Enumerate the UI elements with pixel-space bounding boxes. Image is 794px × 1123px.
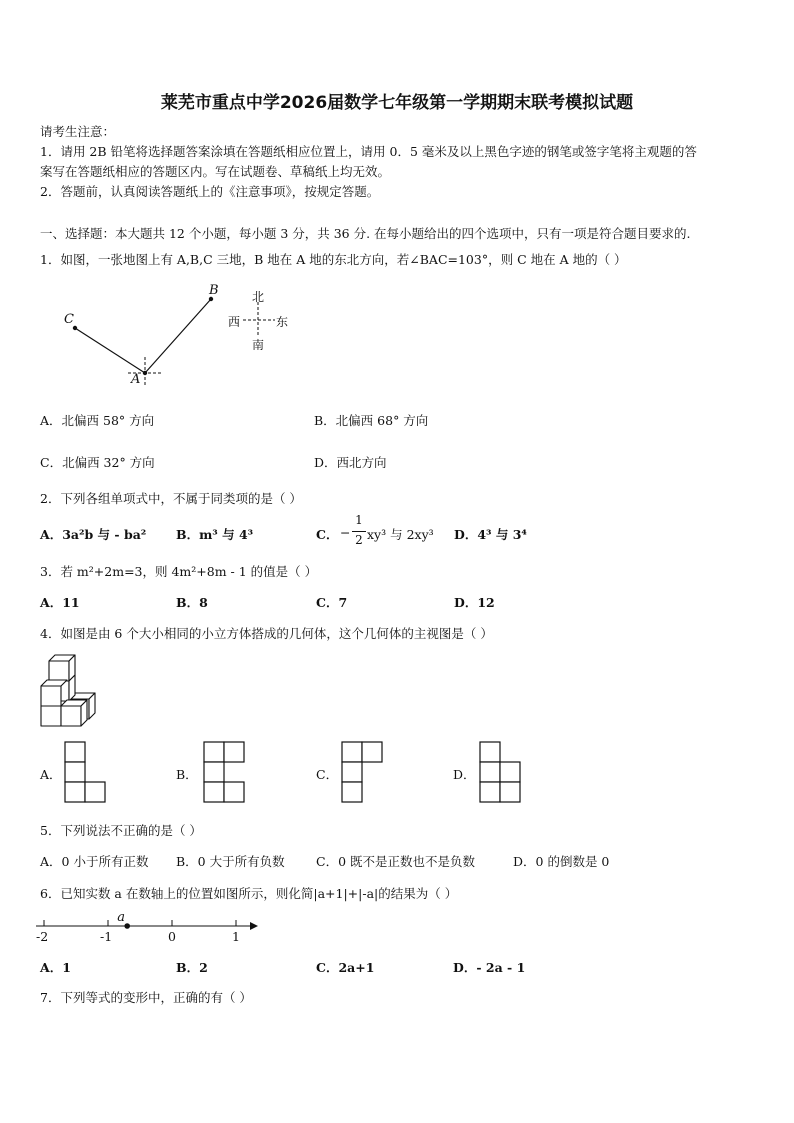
q4-option-d: D．: [453, 767, 476, 782]
q3-option-b: B．8: [176, 595, 208, 610]
point-a-label: a: [117, 910, 125, 925]
q6-stem: 6．已知实数 a 在数轴上的位置如图所示，则化简|a+1|+|-a|的结果为（ ）: [40, 886, 458, 901]
q5-option-c: C．0 既不是正数也不是负数: [316, 854, 475, 869]
q3-option-c: C．7: [316, 595, 348, 610]
section-heading: 一、选择题：本大题共 12 个小题，每小题 3 分，共 36 分. 在每小题给出的四个选项中，只有一项是符合题目要求的.: [40, 226, 691, 241]
q6-option-b: B．2: [176, 960, 208, 975]
compass-west-label: 西: [228, 315, 241, 329]
notice-item-1-line-1: 1．请用 2B 铅笔将选择题答案涂填在答题纸相应位置上，请用 0．5 毫米及以上黑色字迹的钢笔或签字笔将主观题的答: [40, 144, 697, 159]
q1-option-b: B．北偏西 68° 方向: [314, 413, 429, 428]
q2-option-c-prefix: C．: [316, 527, 339, 542]
label-b: B: [209, 283, 219, 298]
label-c: C: [64, 312, 74, 327]
tick-label-minus-1: -1: [100, 929, 113, 944]
point-a-marker: [124, 923, 130, 929]
q4-option-b: B．: [176, 767, 198, 782]
number-line-arrow: [250, 922, 258, 930]
q5-option-b: B．0 大于所有负数: [176, 854, 285, 869]
q2-option-c-denominator: 2: [355, 533, 363, 547]
notice-header: 请考生注意：: [40, 124, 116, 139]
page-title: 莱芜市重点中学2026届数学七年级第一学期期末联考模拟试题: [160, 93, 634, 113]
tick-label-0: 0: [168, 929, 176, 944]
q4-option-a: A．: [40, 767, 62, 782]
compass-north-label: 北: [252, 290, 265, 304]
q1-option-d: D．西北方向: [314, 455, 387, 470]
q2-stem: 2．下列各组单项式中，不属于同类项的是（ ）: [40, 491, 302, 506]
q2-option-a: A．3a²b 与 - ba²: [40, 527, 147, 542]
q5-option-a: A．0 小于所有正数: [40, 854, 149, 869]
q7-stem: 7．下列等式的变形中，正确的有（ ）: [40, 990, 252, 1005]
q1-option-a: A．北偏西 58° 方向: [40, 413, 155, 428]
tick-label-1: 1: [232, 929, 240, 944]
notice-item-1-line-2: 案写在答题纸相应的答题区内。写在试题卷、草稿纸上均无效。: [40, 164, 391, 179]
q4-option-c: C．: [316, 767, 339, 782]
q1-stem: 1．如图，一张地图上有 A,B,C 三地，B 地在 A 地的东北方向，若∠BAC=103°，则 C 地在 A 地的（ ）: [40, 252, 627, 267]
label-a: A: [131, 372, 141, 387]
q2-option-d: D．4³ 与 3⁴: [454, 527, 527, 542]
q6-option-d: D．- 2a - 1: [453, 960, 526, 975]
q5-stem: 5．下列说法不正确的是（ ）: [40, 823, 202, 838]
q6-option-a: A．1: [40, 960, 71, 975]
q3-option-a: A．11: [40, 595, 80, 610]
q2-option-c-minus: −: [340, 525, 351, 540]
notice-item-2: 2．答题前，认真阅读答题纸上的《注意事项》，按规定答题。: [40, 184, 380, 199]
q2-option-c-numerator: 1: [355, 513, 363, 527]
q2-option-b: B．m³ 与 4³: [176, 527, 254, 542]
q3-option-d: D．12: [454, 595, 495, 610]
compass-east-label: 东: [276, 315, 289, 329]
q6-option-c: C．2a+1: [316, 960, 375, 975]
q3-stem: 3．若 m²+2m=3，则 4m²+8m - 1 的值是（ ）: [40, 564, 318, 579]
q4-stem: 4．如图是由 6 个大小相同的小立方体搭成的几何体，这个几何体的主视图是（ ）: [40, 626, 493, 641]
compass-south-label: 南: [252, 338, 265, 352]
q2-option-c-rest: xy³ 与 2xy³: [367, 527, 434, 542]
tick-label-minus-2: -2: [36, 929, 49, 944]
q5-option-d: D．0 的倒数是 0: [513, 854, 610, 869]
q1-option-c: C．北偏西 32° 方向: [40, 455, 155, 470]
